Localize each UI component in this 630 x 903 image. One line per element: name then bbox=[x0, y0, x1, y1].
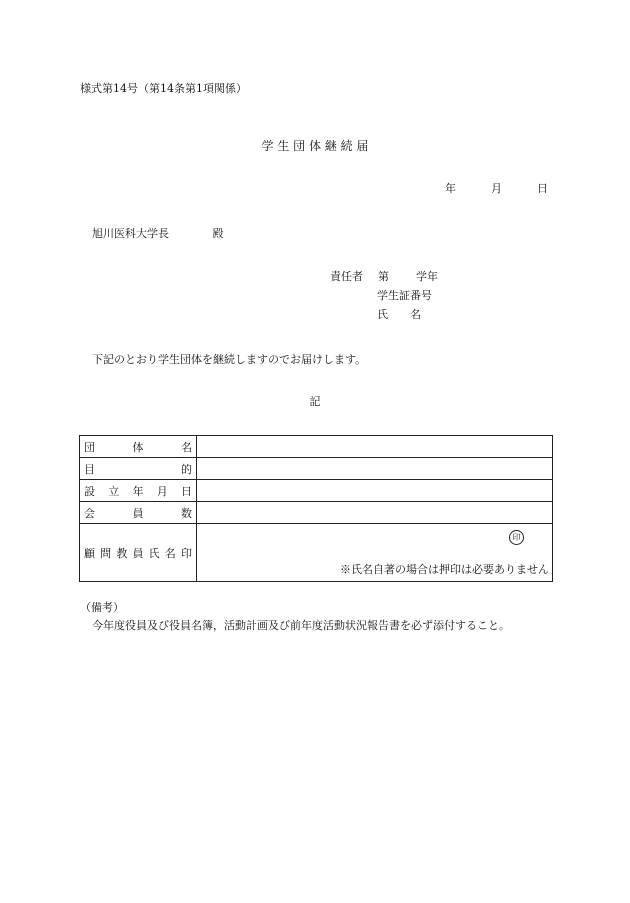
applicant-name-label: 氏 名 bbox=[377, 308, 421, 321]
document-title: 学 生 団 体 継 続 届 bbox=[261, 139, 369, 153]
label-char: 名 bbox=[181, 440, 192, 454]
student-id-label: 学生証番号 bbox=[377, 289, 432, 302]
label-char: 員 bbox=[132, 546, 144, 560]
grade-suffix: 学年 bbox=[416, 270, 438, 283]
row-value-field[interactable] bbox=[197, 502, 553, 524]
label-char: 団 bbox=[84, 440, 95, 454]
row-label-text bbox=[84, 483, 192, 499]
label-char: 立 bbox=[108, 484, 120, 498]
date-line bbox=[445, 180, 548, 196]
label-char: 問 bbox=[100, 546, 112, 560]
row-label bbox=[80, 458, 197, 480]
row-label bbox=[80, 524, 197, 582]
addressee-honorific: 殿 bbox=[212, 227, 224, 240]
label-char: 教 bbox=[116, 546, 128, 560]
date-day: 日 bbox=[537, 182, 548, 195]
row-label-text bbox=[84, 545, 192, 561]
label-char: 月 bbox=[156, 484, 168, 498]
seal-note: ※氏名自著の場合は押印は必要ありません bbox=[340, 563, 549, 576]
label-char: 会 bbox=[84, 506, 95, 520]
responsible-label: 責任者 bbox=[330, 270, 363, 283]
row-label-text bbox=[84, 461, 192, 477]
table-row bbox=[80, 480, 553, 502]
table-row bbox=[80, 524, 553, 582]
table-row bbox=[80, 436, 553, 458]
addressee bbox=[92, 225, 224, 241]
table-row bbox=[80, 502, 553, 524]
applicant-responsible-row bbox=[330, 268, 438, 284]
label-char: 日 bbox=[181, 484, 192, 498]
remarks-title: （備考） bbox=[80, 601, 124, 614]
label-char: 数 bbox=[181, 506, 192, 520]
form-number: 様式第14号（第14条第1項関係） bbox=[80, 82, 247, 95]
info-table bbox=[79, 435, 553, 582]
grade-prefix: 第 bbox=[378, 270, 389, 283]
row-label bbox=[80, 480, 197, 502]
row-label-text bbox=[84, 439, 192, 455]
row-label bbox=[80, 436, 197, 458]
table-row bbox=[80, 458, 553, 480]
label-char: 年 bbox=[132, 484, 144, 498]
label-char: 員 bbox=[132, 506, 144, 520]
remarks-text: 今年度役員及び役員名簿，活動計画及び前年度活動状況報告書を必ず添付すること。 bbox=[92, 619, 510, 632]
label-char: 設 bbox=[84, 484, 95, 498]
row-label-text bbox=[84, 505, 192, 521]
date-year: 年 bbox=[445, 182, 456, 195]
row-label bbox=[80, 502, 197, 524]
date-month: 月 bbox=[491, 182, 502, 195]
row-value-field[interactable] bbox=[197, 436, 553, 458]
ki-heading: 記 bbox=[309, 395, 321, 408]
label-char: 名 bbox=[164, 546, 176, 560]
advisor-signature-area[interactable] bbox=[197, 524, 552, 581]
row-value-field[interactable] bbox=[197, 524, 553, 582]
row-value-field[interactable] bbox=[197, 480, 553, 502]
addressee-name: 旭川医科大学長 bbox=[92, 227, 169, 240]
label-char: 目 bbox=[84, 462, 95, 476]
label-char: 印 bbox=[180, 546, 192, 560]
seal-icon: 印 bbox=[509, 530, 524, 545]
label-char: 体 bbox=[132, 440, 144, 454]
label-char: 的 bbox=[181, 462, 192, 476]
intro-text: 下記のとおり学生団体を継続しますのでお届けします。 bbox=[92, 353, 367, 366]
label-char: 顧 bbox=[84, 546, 95, 560]
row-value-field[interactable] bbox=[197, 458, 553, 480]
label-char: 氏 bbox=[148, 546, 160, 560]
